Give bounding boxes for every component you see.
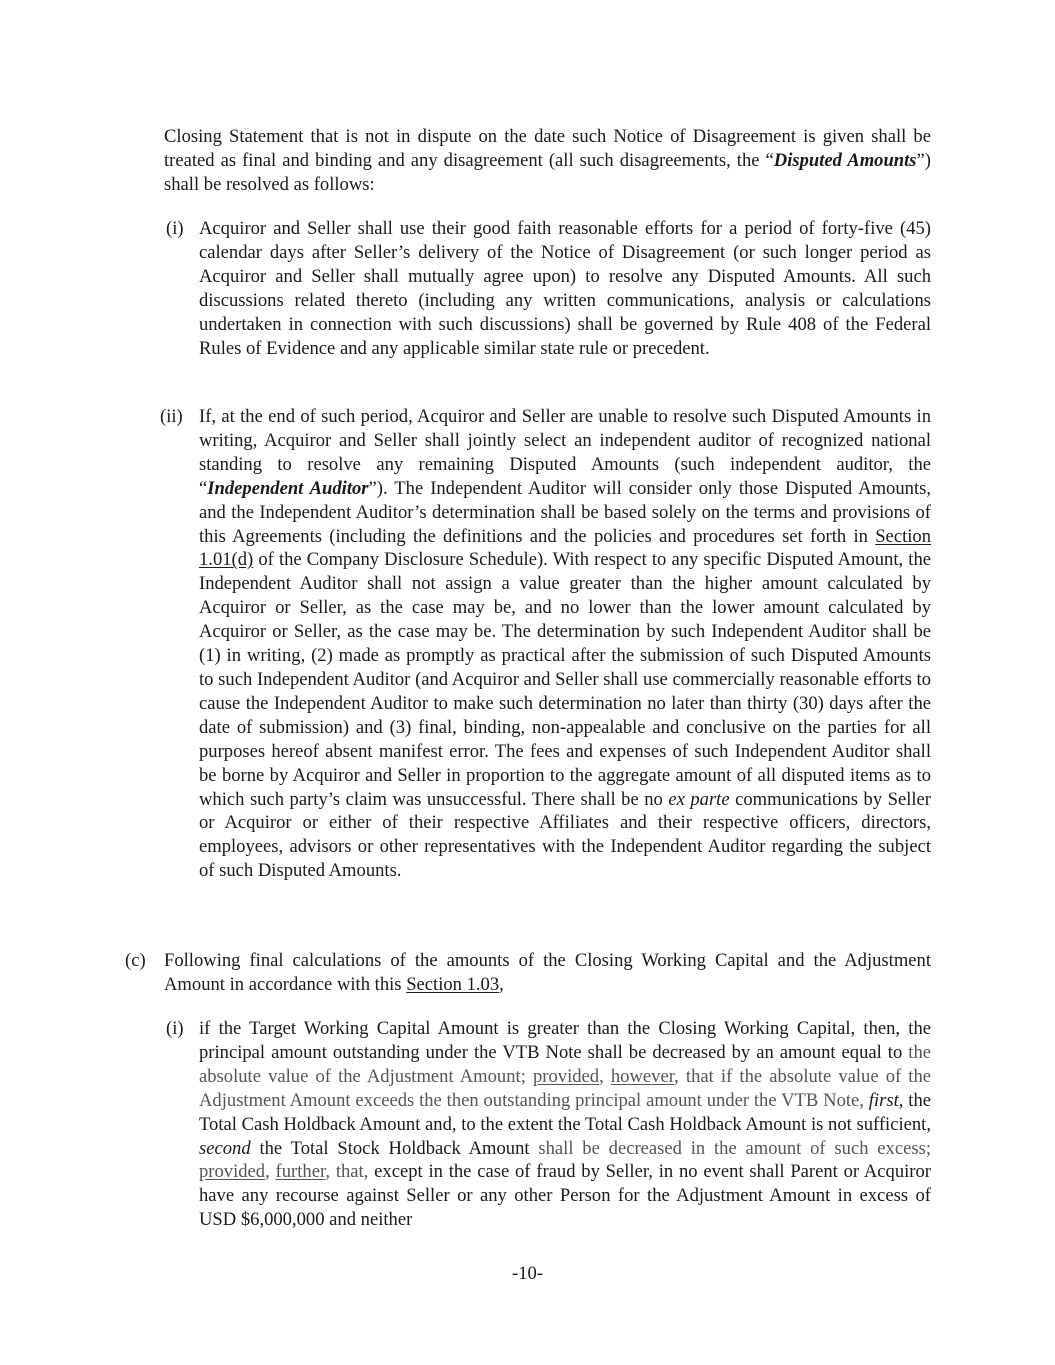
term-provided-further: provided — [199, 1161, 266, 1183]
item-c-i-text: if the Target Working Capital Amount is greater than the Closing Working Capital, then, the principal amount outstanding under the VTB Note shall be decreased by an amount equal to the absolute value of the Adjustment Amount; provided, however, that if the absolute value of the Adjustment Amount exceeds the then outstanding principal amount under the VTB Note, first, the Total Cash Holdback Amount and, to the extent the Total Cash Holdback Amount is not sufficient, second the Total Stock Holdback Amount shall be decreased in the amount of such excess; provided, further, that, except in the case of fraud by Seller, in no event shall Parent or Acquiror have any recourse against Seller or any other Person for the Adjustment Amount in excess of USD $6,000,000 and neither — [199, 1018, 932, 1231]
item-b-ii-label: (ii) — [160, 406, 183, 427]
term-provided: provided — [532, 1065, 600, 1087]
intro-paragraph — [164, 125, 931, 197]
intro-text-end: ”) shall be resolved as follows: — [164, 149, 931, 195]
item-b-i-text: Acquiror and Seller shall use their good faith reasonable efforts for a period of forty-five (45) calendar days after Seller’s delivery of the Notice of Disagreement (or such longer period as Acquiror and Seller shall mutually agree upon) to resolve any Disputed Amounts. All such discussions related thereto (including any written communications, analysis or calculations undertaken in connection with such discussions) shall be governed by Rule 408 of the Federal Rules of Evidence and any applicable similar state rule or precedent. — [199, 218, 931, 359]
item-b-i-label: (i) — [166, 218, 184, 239]
item-c-i-label: (i) — [166, 1018, 184, 1039]
term-further: further — [275, 1161, 326, 1183]
page-number: -10- — [512, 1263, 543, 1284]
item-c-text: Following final calculations of the amounts of the Closing Working Capital and the Adjustment Amount in accordance with this Section 1.03, — [164, 950, 931, 995]
latin-term-ex-parte: ex parte — [668, 788, 730, 810]
defined-term-disputed-amounts: Disputed Amounts — [773, 149, 917, 171]
term-second: second — [199, 1137, 251, 1159]
section-reference-1-01-d: Section 1.01(d) — [199, 525, 931, 571]
item-c-label: (c) — [125, 950, 146, 971]
term-first: first — [868, 1089, 899, 1111]
defined-term-independent-auditor: Independent Auditor — [207, 477, 369, 499]
term-however: however — [610, 1065, 675, 1087]
item-b-ii-text: If, at the end of such period, Acquiror and Seller are unable to resolve such Disputed Amounts in writing, Acquiror and Seller shall jointly select an independent auditor of recognized national standing to resolve any remaining Disputed Amounts (such independent auditor, the “Independent Auditor”). The Independent Auditor will consider only those Disputed Amounts, and the Independent Auditor’s determination shall be based solely on the terms and provisions of this Agreements (including the definitions and the policies and procedures set forth in Section 1.01(d) of the Company Disclosure Schedule). With respect to any specific Disputed Amount, the Independent Auditor shall not assign a value greater than the higher amount calculated by Acquiror or Seller, as the case may be, and no lower than the lower amount calculated by Acquiror or Seller, as the case may be. The determination by such Independent Auditor shall be (1) in writing, (2) made as promptly as practical after the submission of such Disputed Amounts to such Independent Auditor (and Acquiror and Seller shall use commercially reasonable efforts to cause the Independent Auditor to make such determination no later than thirty (30) days after the date of submission) and (3) final, binding, non-appealable and conclusive on the parties for all purposes hereof absent manifest error. The fees and expenses of such Independent Auditor shall be borne by Acquiror and Seller in proportion to the aggregate amount of all disputed items as to which such party’s claim was unsuccessful. There shall be no ex parte communications by Seller or Acquiror or either of their respective Affiliates and their respective officers, directors, employees, advisors or other representatives with the Independent Auditor regarding the subject of such Disputed Amounts. — [199, 406, 931, 882]
section-reference-1-03: Section 1.03 — [406, 973, 500, 995]
intro-text: Closing Statement that is not in dispute on the date such Notice of Disagreement is given shall be treated as final and binding and any disagreement (all such disagreements, the “ — [164, 126, 931, 171]
